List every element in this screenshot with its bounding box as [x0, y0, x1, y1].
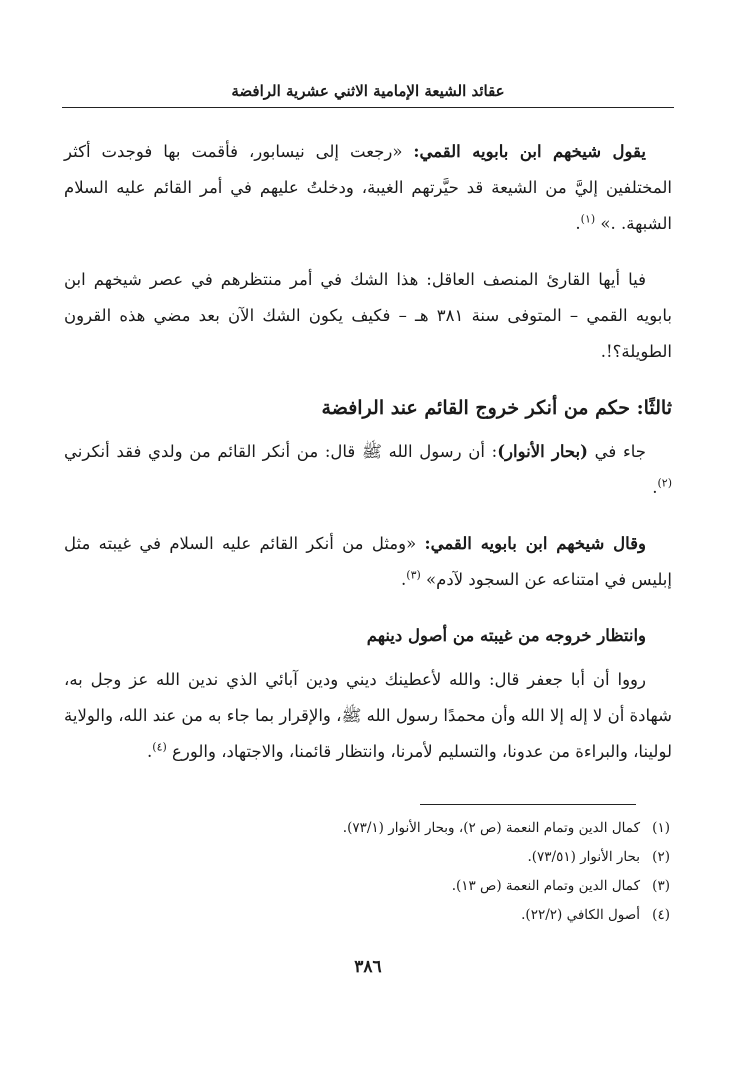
speaker-lead: وقال شيخهم ابن بابويه القمي:	[424, 534, 646, 553]
footnote-item: (١)كمال الدين وتمام النعمة (ص ٢)، وبحار الأنوار (٧٣/١).	[342, 820, 670, 836]
running-header: عقائد الشيعة الإمامية الاثني عشرية الرافضة	[62, 82, 674, 108]
footnote-ref[interactable]: (١)	[580, 212, 596, 226]
page-number: ٣٨٦	[354, 957, 382, 977]
paragraph-5: رووا أن أبا جعفر قال: والله لأعطينك ديني ودين آبائي الذي ندين الله عز وجل به، شهادة أن لا إله إلا الله وأن محمدًا رسول الله ﷺ، والإقرار بما جاء به من عند الله، والولاية لولينا، والبراءة من عدونا، والتسليم لأمرنا، وانتظار قائمنا، والاجتهاد، والورع $^{(٤)}$.	[64, 670, 672, 761]
quote-text: «ومثل من أنكر القائم عليه السلام في غيبته مثل إبليس في امتناعه عن السجود لآدم»	[64, 534, 672, 589]
footnote-divider	[420, 804, 636, 805]
quote-text: «رجعت إلى نيسابور، فأقمت بها فوجدت أكثر المختلفين إليَّ من الشيعة قد حيَّرتهم الغيبة، ودخلتُ عليهم في أمر القائم عليه السلام الشبهة. .»	[64, 142, 672, 233]
paragraph-3: جاء في (بحار الأنوار): أن رسول الله ﷺ قال: من أنكر القائم من ولدي فقد أنكرني $^{(٢)}$.	[64, 442, 672, 497]
footnote-ref[interactable]: (٢)	[657, 476, 672, 490]
footnote-item: (٣)كمال الدين وتمام النعمة (ص ١٣).	[451, 878, 670, 894]
section-heading: ثالثًا: حكم من أنكر خروج القائم عند الرافضة	[321, 397, 672, 419]
paragraph-4: وقال شيخهم ابن بابويه القمي: «ومثل من أنكر القائم عليه السلام في غيبته مثل إبليس في امتناعه عن السجود لآدم» $^{(٣)}$.	[64, 534, 672, 589]
footnote-item: (٤)أصول الكافي (٢٢/٢).	[521, 907, 670, 923]
footnote-ref[interactable]: (٣)	[406, 568, 421, 582]
footnotes	[64, 814, 670, 930]
footnote-item: (٢)بحار الأنوار (٧٣/٥١).	[527, 849, 670, 865]
speaker-lead: يقول شيخهم ابن بابويه القمي:	[413, 142, 646, 161]
book-title: (بحار الأنوار)	[497, 442, 588, 461]
main-text	[64, 134, 672, 790]
paragraph-1: يقول شيخهم ابن بابويه القمي: «رجعت إلى نيسابور، فأقمت بها فوجدت أكثر المختلفين إليَّ من الشيعة قد حيَّرتهم الغيبة، ودخلتُ عليهم في أمر القائم عليه السلام الشبهة. .» $^{(١)}$.	[64, 142, 672, 233]
footnote-ref[interactable]: (٤)	[152, 740, 167, 754]
paragraph-2: فيا أيها القارئ المنصف العاقل: هذا الشك في أمر منتظرهم في عصر شيخهم ابن بابويه القمي – المتوفى سنة ٣٨١ هـ – فكيف يكون الشك الآن بعد مضي هذه القرون الطويلة؟!.	[64, 270, 672, 361]
subheading: وانتظار خروجه من غيبته من أصول دينهم	[366, 626, 646, 645]
